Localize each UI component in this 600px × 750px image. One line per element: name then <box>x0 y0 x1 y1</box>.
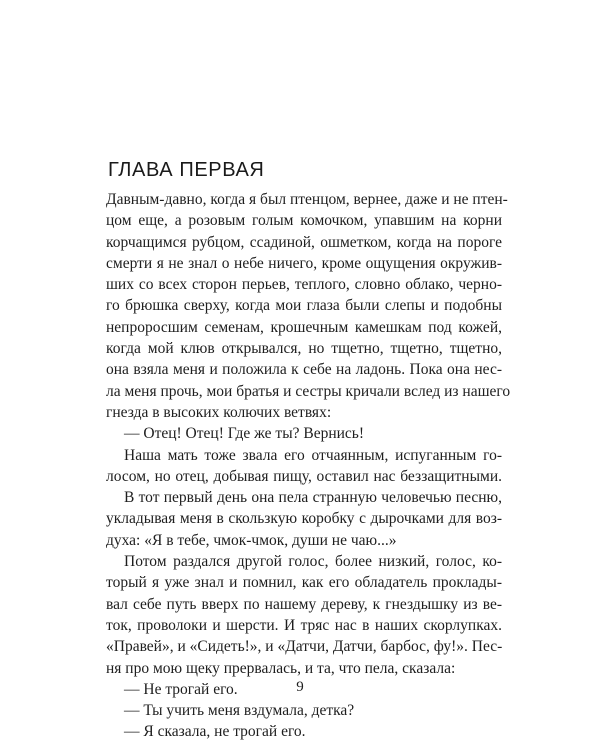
text-line: гнезда в высоких колючих ветвях: <box>106 403 332 421</box>
chapter-text <box>106 189 511 743</box>
text-line: вал себе путь вверх по нашему дереву, к гнездышку из ве- <box>106 595 502 613</box>
dialogue-line: — Не трогай его. <box>124 680 238 698</box>
footprint-icon <box>416 53 438 72</box>
dialogue-line: — Отец! Отец! Где же ты? Вернись! <box>124 425 365 443</box>
footprint-icon <box>283 117 305 136</box>
text-line: В тот первый день она пела странную человечью песню, <box>124 489 502 507</box>
text-line: ток, проволоки и шерсти. И тряс нас в наших скорлупках. <box>106 616 502 634</box>
page-number: 9 <box>296 679 304 695</box>
footprint-icon <box>457 55 479 75</box>
text-line: Потом раздался другой голос, более низкий, голос, ко- <box>124 553 502 571</box>
text-line: торый я уже знал и помнил, как его обладатель проклады- <box>106 574 502 592</box>
text-line: Давным-давно, когда я был птенцом, вернее, даже и не птен- <box>106 191 508 208</box>
text-line: го брюшка сверху, когда мои глаза были слепы и подобны <box>106 297 502 315</box>
text-line: непроросшим семенам, крошечным камешкам под кожей, <box>106 318 502 336</box>
footprint-icon <box>321 112 343 132</box>
text-line: цом еще, а розовым голым комочком, упавшим на корни <box>106 212 502 230</box>
text-line: корчащимся рубцом, ссадиной, ошметком, когда на пороге <box>106 233 502 251</box>
chapter-title: ГЛАВА ПЕРВАЯ <box>108 159 265 181</box>
text-line: ших со всех сторон перьев, теплого, словно облако, черно- <box>106 276 502 294</box>
text-line: ня про мою щеку прервалась, и та, что пела, сказала: <box>106 659 456 677</box>
footprint-icon <box>514 27 536 48</box>
text-line: смерти я не знал о небе ничего, кроме ощущения окружив- <box>106 254 502 272</box>
text-line: Наша мать тоже звала его отчаянным, испуганным го- <box>124 446 502 464</box>
bird-footprints-decoration <box>0 0 600 150</box>
text-line: лосом, но отец, добывая пищу, оставил нас беззащитными. <box>106 467 502 485</box>
text-line: укладывая меня в скользкую коробку с дырочками для воз- <box>106 510 502 528</box>
text-line: она взяла меня и положила к себе на ладонь. Пока она нес- <box>106 361 502 379</box>
footprint-icon <box>480 22 502 42</box>
text-line: когда мой клюв открывался, но тщетно, тщетно, тщетно, <box>106 340 502 358</box>
dialogue-line: — Ты учить меня вздумала, детка? <box>124 702 355 720</box>
text-line: «Правей», и «Сидеть!», и «Датчи, Датчи, барбос, фу!». Пес- <box>106 638 503 656</box>
dialogue-line: — Я сказала, не трогай его. <box>124 723 306 741</box>
footprint-icon <box>344 80 366 99</box>
footprint-icon <box>385 88 407 108</box>
text-line: ла меня прочь, мои братья и сестры кричали вслед из нашего <box>106 382 511 400</box>
text-line: духа: «Я в тебе, чмок-чмок, души не чаю...» <box>106 531 397 549</box>
